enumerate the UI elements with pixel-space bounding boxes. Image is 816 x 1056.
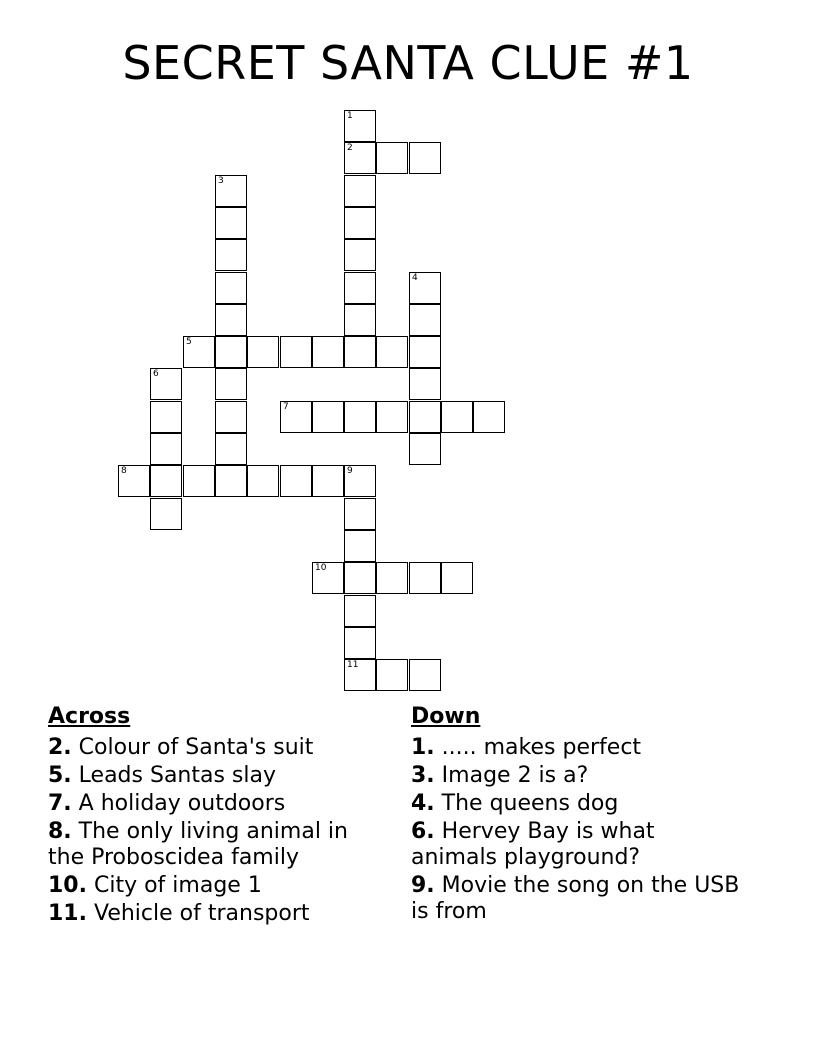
grid-cell[interactable] [183, 336, 215, 368]
clue-number: 5. [48, 763, 72, 788]
grid-cell[interactable] [150, 401, 182, 433]
cell-number: 11 [347, 660, 359, 670]
clue-down-6 [411, 819, 741, 871]
clue-across-11 [48, 901, 378, 927]
clue-text: ..... makes perfect [441, 735, 642, 760]
grid-cell[interactable] [247, 465, 279, 497]
grid-cell[interactable] [409, 368, 441, 400]
grid-cell[interactable] [344, 175, 376, 207]
grid-cell[interactable] [215, 207, 247, 239]
grid-cell[interactable] [409, 562, 441, 594]
clue-number: 6. [411, 819, 435, 844]
grid-cell[interactable] [215, 465, 247, 497]
clue-text: Leads Santas slay [78, 763, 277, 788]
grid-cell[interactable] [215, 304, 247, 336]
grid-cell[interactable] [344, 272, 376, 304]
cell-number: 6 [153, 369, 159, 379]
clue-down-1 [411, 735, 741, 761]
grid-cell[interactable] [312, 562, 344, 594]
grid-cell[interactable] [344, 562, 376, 594]
down-heading: Down [411, 704, 481, 729]
grid-cell[interactable] [441, 562, 473, 594]
grid-cell[interactable] [118, 465, 150, 497]
grid-cell[interactable] [344, 530, 376, 562]
grid-cell[interactable] [215, 272, 247, 304]
grid-cell[interactable] [409, 401, 441, 433]
grid-cell[interactable] [344, 401, 376, 433]
across-heading: Across [48, 704, 131, 729]
cell-number: 1 [347, 111, 353, 121]
grid-cell[interactable] [150, 368, 182, 400]
clue-text: Movie the song on the USB is from [411, 873, 740, 924]
cell-number: 9 [347, 466, 353, 476]
grid-cell[interactable] [344, 627, 376, 659]
grid-cell[interactable] [150, 498, 182, 530]
cell-number: 10 [315, 563, 327, 573]
clue-number: 7. [48, 791, 72, 816]
across-clues [48, 703, 378, 929]
page-title: SECRET SANTA CLUE #1 [122, 36, 694, 90]
grid-cell[interactable] [409, 336, 441, 368]
clue-across-8 [48, 819, 378, 871]
clue-text: City of image 1 [93, 873, 262, 898]
cell-number: 7 [283, 402, 289, 412]
grid-cell[interactable] [376, 562, 408, 594]
grid-cell[interactable] [344, 498, 376, 530]
grid-cell[interactable] [344, 142, 376, 174]
grid-cell[interactable] [376, 142, 408, 174]
grid-cell[interactable] [344, 336, 376, 368]
grid-cell[interactable] [344, 659, 376, 691]
grid-cell[interactable] [344, 207, 376, 239]
grid-cell[interactable] [409, 659, 441, 691]
clue-number: 8. [48, 819, 72, 844]
grid-cell[interactable] [409, 433, 441, 465]
clue-number: 3. [411, 763, 435, 788]
grid-cell[interactable] [344, 595, 376, 627]
clue-number: 9. [411, 873, 435, 898]
grid-cell[interactable] [247, 336, 279, 368]
cell-number: 4 [412, 273, 418, 283]
clue-text: The queens dog [441, 791, 619, 816]
clue-down-3 [411, 763, 741, 789]
clue-number: 1. [411, 735, 435, 760]
grid-cell[interactable] [215, 401, 247, 433]
grid-cell[interactable] [280, 336, 312, 368]
grid-cell[interactable] [215, 433, 247, 465]
grid-cell[interactable] [409, 272, 441, 304]
grid-cell[interactable] [376, 336, 408, 368]
grid-cell[interactable] [409, 304, 441, 336]
cell-number: 2 [347, 143, 353, 153]
cell-number: 8 [121, 466, 127, 476]
clue-text: The only living animal in the Proboscidea family [48, 819, 348, 870]
clue-across-10 [48, 873, 378, 899]
clue-number: 10. [48, 873, 87, 898]
grid-cell[interactable] [150, 465, 182, 497]
clue-text: Hervey Bay is what animals playground? [411, 819, 655, 870]
grid-cell[interactable] [473, 401, 505, 433]
grid-cell[interactable] [215, 336, 247, 368]
clue-across-5 [48, 763, 378, 789]
grid-cell[interactable] [441, 401, 473, 433]
grid-cell[interactable] [150, 433, 182, 465]
cell-number: 5 [186, 337, 192, 347]
clue-down-4 [411, 791, 741, 817]
cell-number: 3 [218, 176, 224, 186]
grid-cell[interactable] [312, 465, 344, 497]
clue-text: Vehicle of transport [93, 901, 310, 926]
grid-cell[interactable] [344, 239, 376, 271]
clue-text: Image 2 is a? [441, 763, 589, 788]
grid-cell[interactable] [409, 142, 441, 174]
grid-cell[interactable] [344, 465, 376, 497]
clue-down-9 [411, 873, 741, 925]
grid-cell[interactable] [312, 336, 344, 368]
grid-cell[interactable] [344, 304, 376, 336]
clue-number: 11. [48, 901, 87, 926]
clue-across-7 [48, 791, 378, 817]
clue-across-2 [48, 735, 378, 761]
grid-cell[interactable] [376, 659, 408, 691]
clue-text: A holiday outdoors [78, 791, 286, 816]
down-clues [411, 703, 741, 927]
grid-cell[interactable] [376, 401, 408, 433]
grid-cell[interactable] [215, 368, 247, 400]
clue-number: 2. [48, 735, 72, 760]
grid-cell[interactable] [344, 110, 376, 142]
clue-number: 4. [411, 791, 435, 816]
grid-cell[interactable] [215, 175, 247, 207]
clue-text: Colour of Santa's suit [78, 735, 314, 760]
grid-cell[interactable] [183, 465, 215, 497]
grid-cell[interactable] [280, 401, 312, 433]
grid-cell[interactable] [215, 239, 247, 271]
grid-cell[interactable] [280, 465, 312, 497]
grid-cell[interactable] [312, 401, 344, 433]
